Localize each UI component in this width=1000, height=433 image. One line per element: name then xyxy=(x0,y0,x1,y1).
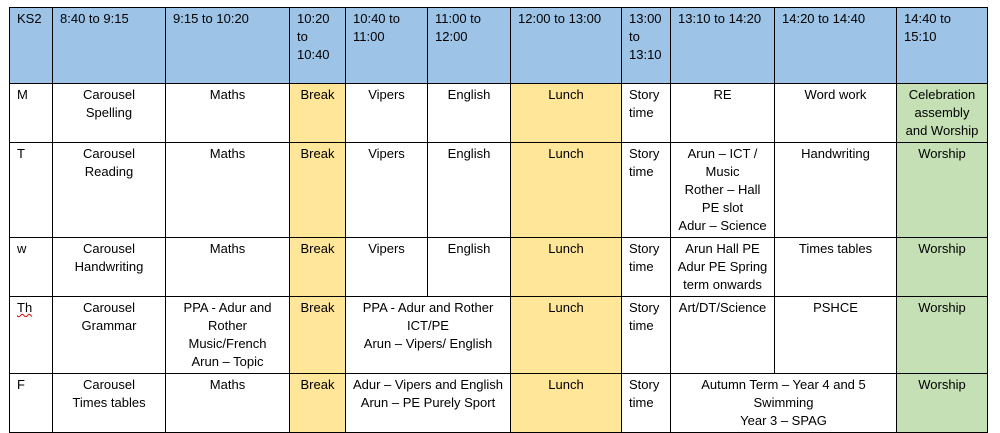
worship-cell: Worship xyxy=(897,143,988,238)
lunch-cell: Lunch xyxy=(511,374,622,433)
session2-cell: Maths xyxy=(166,84,290,143)
lunch-cell: Lunch xyxy=(511,297,622,374)
break-cell: Break xyxy=(290,84,346,143)
day-label-text: Th xyxy=(17,300,33,315)
day-label: T xyxy=(10,143,53,238)
header-time-1020: 10:20 to 10:40 xyxy=(290,8,346,84)
carousel-cell: Carousel Spelling xyxy=(53,84,166,143)
lunch-cell: Lunch xyxy=(511,84,622,143)
afternoon2-cell: PSHCE xyxy=(775,297,897,374)
worship-cell: Worship xyxy=(897,374,988,433)
table-row-tuesday xyxy=(10,143,988,238)
afternoon1-cell: Arun Hall PE Adur PE Spring term onwards xyxy=(671,238,775,297)
header-time-0840: 8:40 to 9:15 xyxy=(53,8,166,84)
break-cell: Break xyxy=(290,143,346,238)
session2-cell: PPA - Adur and Rother Music/French Arun – Topic xyxy=(166,297,290,374)
story-time-cell: Story time xyxy=(622,374,671,433)
english-cell: English xyxy=(428,84,511,143)
table-row-wednesday xyxy=(10,238,988,297)
afternoon-cell: Autumn Term – Year 4 and 5 Swimming Year 3 – SPAG xyxy=(671,374,897,433)
english-cell: English xyxy=(428,238,511,297)
header-time-1100: 11:00 to 12:00 xyxy=(428,8,511,84)
afternoon1-cell: RE xyxy=(671,84,775,143)
session2-cell: Maths xyxy=(166,238,290,297)
break-cell: Break xyxy=(290,374,346,433)
vipers-cell: Vipers xyxy=(346,238,428,297)
afternoon2-cell: Word work xyxy=(775,84,897,143)
day-label: w xyxy=(10,238,53,297)
carousel-cell: Carousel Times tables xyxy=(53,374,166,433)
header-time-1300: 13:00 to 13:10 xyxy=(622,8,671,84)
carousel-cell: Carousel Handwriting xyxy=(53,238,166,297)
afternoon2-cell: Times tables xyxy=(775,238,897,297)
lunch-cell: Lunch xyxy=(511,238,622,297)
header-time-1040: 10:40 to 11:00 xyxy=(346,8,428,84)
header-time-1310: 13:10 to 14:20 xyxy=(671,8,775,84)
lunch-cell: Lunch xyxy=(511,143,622,238)
session2-cell: Maths xyxy=(166,374,290,433)
session2-cell: Maths xyxy=(166,143,290,238)
header-row xyxy=(10,8,988,84)
midmorning-cell: PPA - Adur and Rother ICT/PE Arun – Vipers/ English xyxy=(346,297,511,374)
header-ks2: KS2 xyxy=(10,8,53,84)
story-time-cell: Story time xyxy=(622,297,671,374)
header-time-1420: 14:20 to 14:40 xyxy=(775,8,897,84)
story-time-cell: Story time xyxy=(622,143,671,238)
ks2-timetable xyxy=(9,7,988,433)
afternoon1-cell: Art/DT/Science xyxy=(671,297,775,374)
day-label: M xyxy=(10,84,53,143)
table-row-monday xyxy=(10,84,988,143)
worship-cell: Worship xyxy=(897,238,988,297)
break-cell: Break xyxy=(290,238,346,297)
header-time-1440: 14:40 to 15:10 xyxy=(897,8,988,84)
table-row-friday xyxy=(10,374,988,433)
midmorning-cell: Adur – Vipers and English Arun – PE Purely Sport xyxy=(346,374,511,433)
break-cell: Break xyxy=(290,297,346,374)
english-cell: English xyxy=(428,143,511,238)
carousel-cell: Carousel Grammar xyxy=(53,297,166,374)
header-time-0915: 9:15 to 10:20 xyxy=(166,8,290,84)
story-time-cell: Story time xyxy=(622,84,671,143)
worship-cell: Worship xyxy=(897,297,988,374)
vipers-cell: Vipers xyxy=(346,143,428,238)
header-time-1200: 12:00 to 13:00 xyxy=(511,8,622,84)
table-row-thursday xyxy=(10,297,988,374)
carousel-cell: Carousel Reading xyxy=(53,143,166,238)
vipers-cell: Vipers xyxy=(346,84,428,143)
worship-cell: Celebration assembly and Worship xyxy=(897,84,988,143)
story-time-cell: Story time xyxy=(622,238,671,297)
afternoon1-cell: Arun – ICT / Music Rother – Hall PE slot Adur – Science xyxy=(671,143,775,238)
afternoon2-cell: Handwriting xyxy=(775,143,897,238)
day-label xyxy=(10,297,53,374)
day-label: F xyxy=(10,374,53,433)
